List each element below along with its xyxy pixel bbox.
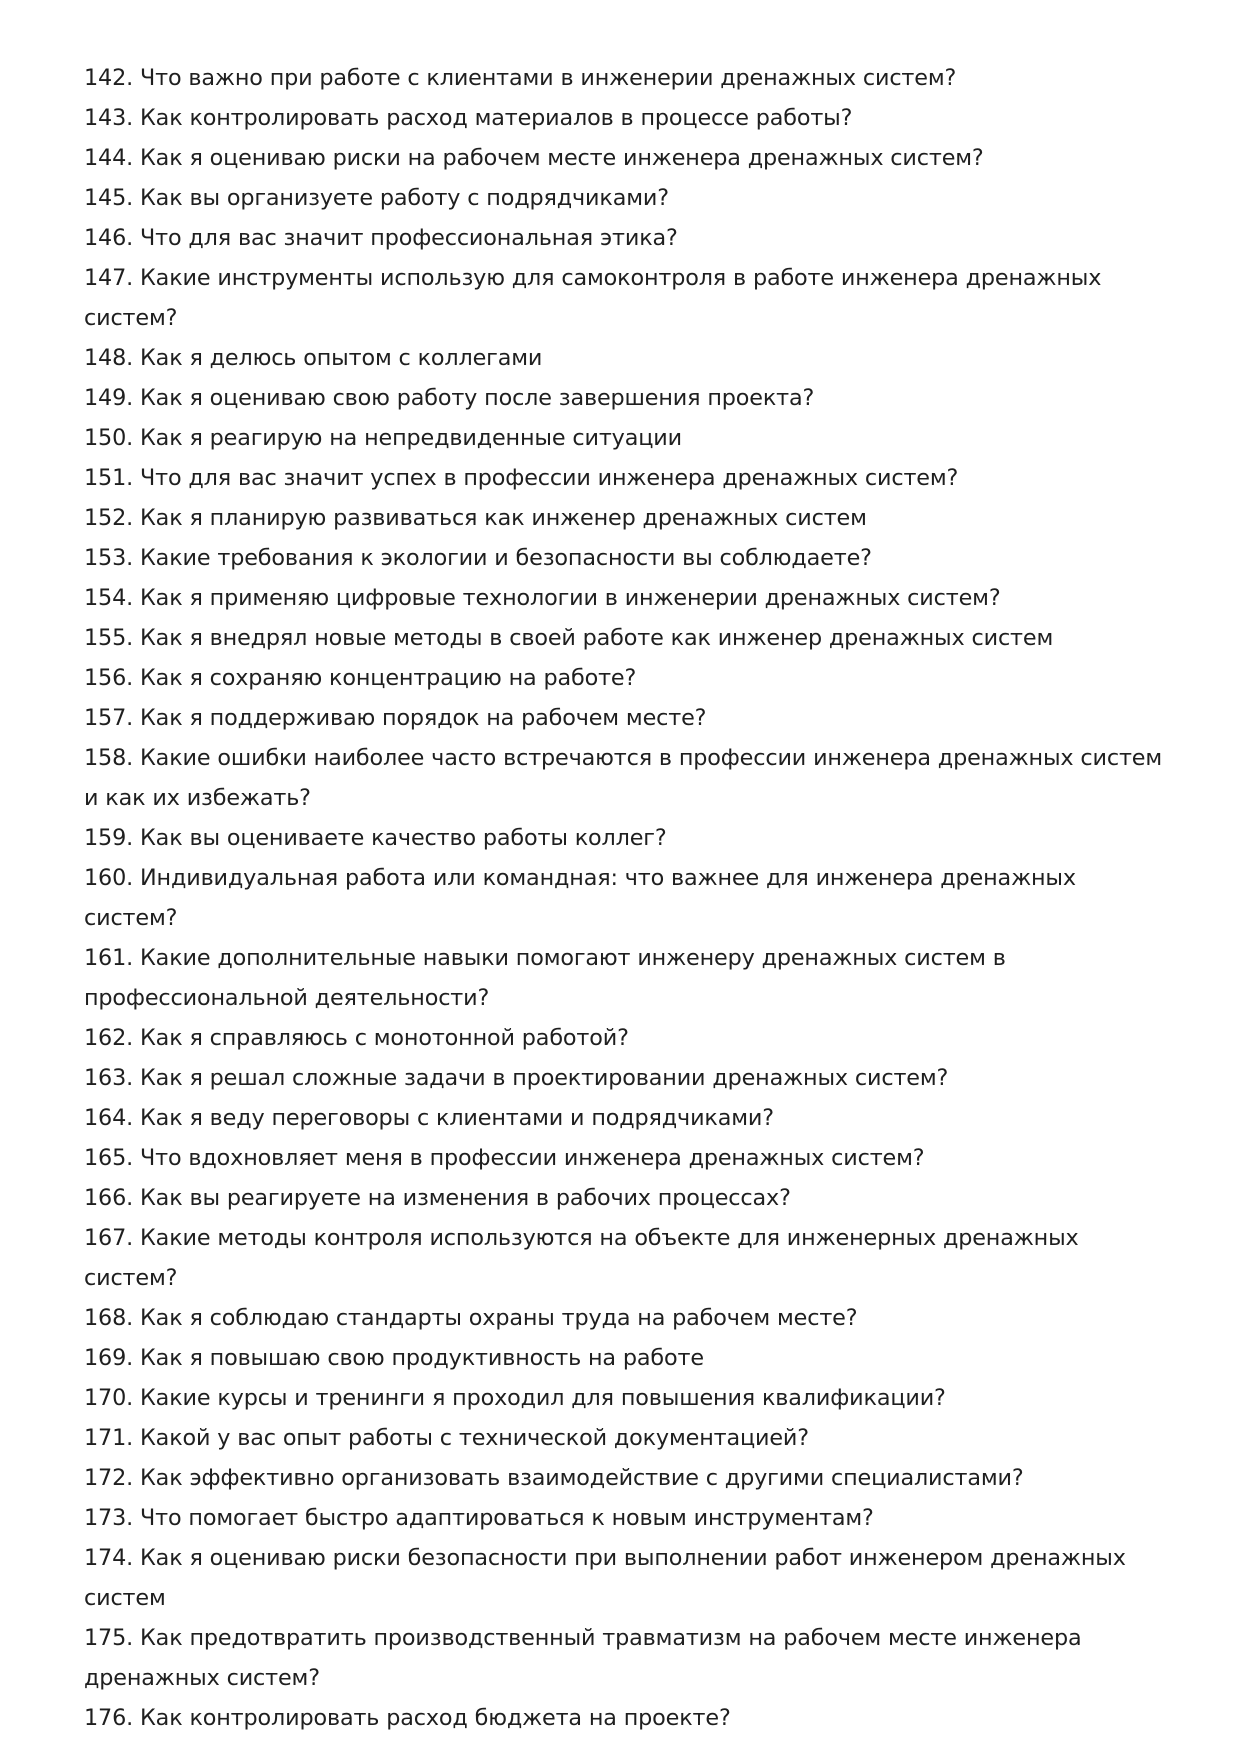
question-item <box>84 1698 1164 1738</box>
question-item <box>84 618 1164 658</box>
question-number: 153. <box>84 545 134 571</box>
question-item <box>84 258 1164 338</box>
question-item <box>84 58 1164 98</box>
question-text: Как я применяю цифровые технологии в инженерии дренажных систем? <box>140 585 1001 611</box>
question-text: Как вы реагируете на изменения в рабочих процессах? <box>140 1185 791 1211</box>
question-item <box>84 378 1164 418</box>
question-item <box>84 738 1164 818</box>
question-text: Как я повышаю свою продуктивность на работе <box>140 1345 704 1371</box>
question-text: Что помогает быстро адаптироваться к новым инструментам? <box>140 1505 874 1531</box>
question-number: 168. <box>84 1305 134 1331</box>
question-text: Как я делюсь опытом с коллегами <box>140 345 543 371</box>
question-item <box>84 858 1164 938</box>
question-number: 173. <box>84 1505 134 1531</box>
question-item <box>84 658 1164 698</box>
question-item <box>84 1058 1164 1098</box>
question-text: Какие курсы и тренинги я проходил для повышения квалификации? <box>140 1385 946 1411</box>
question-item <box>84 1018 1164 1058</box>
question-number: 143. <box>84 105 134 131</box>
question-number: 145. <box>84 185 134 211</box>
question-number: 147. <box>84 265 134 291</box>
question-number: 151. <box>84 465 134 491</box>
question-item <box>84 498 1164 538</box>
question-number: 176. <box>84 1705 134 1731</box>
question-number: 148. <box>84 345 134 371</box>
question-number: 156. <box>84 665 134 691</box>
question-text: Какие требования к экологии и безопасности вы соблюдаете? <box>140 545 872 571</box>
question-number: 170. <box>84 1385 134 1411</box>
question-item <box>84 1538 1164 1618</box>
question-item <box>84 1618 1164 1698</box>
question-text: Какие инструменты использую для самоконтроля в работе инженера дренажных систем? <box>84 265 1102 331</box>
question-number: 172. <box>84 1465 134 1491</box>
question-number: 161. <box>84 945 134 971</box>
question-number: 162. <box>84 1025 134 1051</box>
question-text: Как я оцениваю риски на рабочем месте инженера дренажных систем? <box>140 145 984 171</box>
question-item <box>84 818 1164 858</box>
question-number: 160. <box>84 865 134 891</box>
question-item <box>84 1338 1164 1378</box>
question-item <box>84 1298 1164 1338</box>
question-item <box>84 698 1164 738</box>
question-item <box>84 1218 1164 1298</box>
question-item <box>84 338 1164 378</box>
question-item <box>84 1178 1164 1218</box>
question-text: Что для вас значит успех в профессии инженера дренажных систем? <box>140 465 959 491</box>
question-item <box>84 178 1164 218</box>
question-number: 164. <box>84 1105 134 1131</box>
question-text: Какие дополнительные навыки помогают инженеру дренажных систем в профессиональной деятельности? <box>84 945 1006 1011</box>
question-item <box>84 578 1164 618</box>
question-text: Что важно при работе с клиентами в инженерии дренажных систем? <box>140 65 957 91</box>
question-item <box>84 1138 1164 1178</box>
question-item <box>84 1098 1164 1138</box>
question-item <box>84 1378 1164 1418</box>
question-text: Как контролировать расход бюджета на проекте? <box>140 1705 731 1731</box>
question-number: 167. <box>84 1225 134 1251</box>
question-text: Индивидуальная работа или командная: что важнее для инженера дренажных систем? <box>84 865 1076 931</box>
question-item <box>84 418 1164 458</box>
question-list <box>84 58 1164 1738</box>
question-text: Как эффективно организовать взаимодействие с другими специалистами? <box>140 1465 1024 1491</box>
question-item <box>84 1498 1164 1538</box>
question-number: 142. <box>84 65 134 91</box>
question-number: 166. <box>84 1185 134 1211</box>
question-text: Как я внедрял новые методы в своей работе как инженер дренажных систем <box>140 625 1054 651</box>
question-text: Как я соблюдаю стандарты охраны труда на рабочем месте? <box>140 1305 858 1331</box>
question-text: Как я реагирую на непредвиденные ситуации <box>140 425 682 451</box>
question-text: Как я сохраняю концентрацию на работе? <box>140 665 637 691</box>
question-text: Как предотвратить производственный травматизм на рабочем месте инженера дренажных систем? <box>84 1625 1082 1691</box>
question-text: Как вы оцениваете качество работы коллег? <box>140 825 667 851</box>
question-item <box>84 138 1164 178</box>
question-number: 159. <box>84 825 134 851</box>
question-item <box>84 538 1164 578</box>
question-item <box>84 1418 1164 1458</box>
question-text: Какие методы контроля используются на объекте для инженерных дренажных систем? <box>84 1225 1079 1291</box>
question-text: Как я справляюсь с монотонной работой? <box>140 1025 629 1051</box>
question-number: 171. <box>84 1425 134 1451</box>
question-item <box>84 218 1164 258</box>
document-page <box>84 58 1164 1738</box>
question-text: Как я оцениваю свою работу после завершения проекта? <box>140 385 815 411</box>
question-text: Что для вас значит профессиональная этика? <box>140 225 678 251</box>
question-text: Как я планирую развиваться как инженер дренажных систем <box>140 505 867 531</box>
question-number: 150. <box>84 425 134 451</box>
question-number: 169. <box>84 1345 134 1371</box>
question-text: Что вдохновляет меня в профессии инженера дренажных систем? <box>140 1145 925 1171</box>
question-item <box>84 1458 1164 1498</box>
question-number: 165. <box>84 1145 134 1171</box>
question-number: 158. <box>84 745 134 771</box>
question-number: 154. <box>84 585 134 611</box>
question-number: 175. <box>84 1625 134 1651</box>
question-item <box>84 458 1164 498</box>
question-text: Как я оцениваю риски безопасности при выполнении работ инженером дренажных систем <box>84 1545 1126 1611</box>
question-number: 174. <box>84 1545 134 1571</box>
question-text: Как вы организуете работу с подрядчиками? <box>140 185 669 211</box>
question-number: 152. <box>84 505 134 531</box>
question-text: Какие ошибки наиболее часто встречаются в профессии инженера дренажных систем и как их избежать? <box>84 745 1163 811</box>
question-text: Как контролировать расход материалов в процессе работы? <box>140 105 853 131</box>
question-text: Как я веду переговоры с клиентами и подрядчиками? <box>140 1105 774 1131</box>
question-text: Как я решал сложные задачи в проектировании дренажных систем? <box>140 1065 949 1091</box>
question-number: 149. <box>84 385 134 411</box>
question-item <box>84 98 1164 138</box>
question-number: 146. <box>84 225 134 251</box>
question-number: 157. <box>84 705 134 731</box>
question-number: 144. <box>84 145 134 171</box>
question-text: Как я поддерживаю порядок на рабочем месте? <box>140 705 707 731</box>
question-number: 163. <box>84 1065 134 1091</box>
question-item <box>84 938 1164 1018</box>
question-number: 155. <box>84 625 134 651</box>
question-text: Какой у вас опыт работы с технической документацией? <box>140 1425 809 1451</box>
